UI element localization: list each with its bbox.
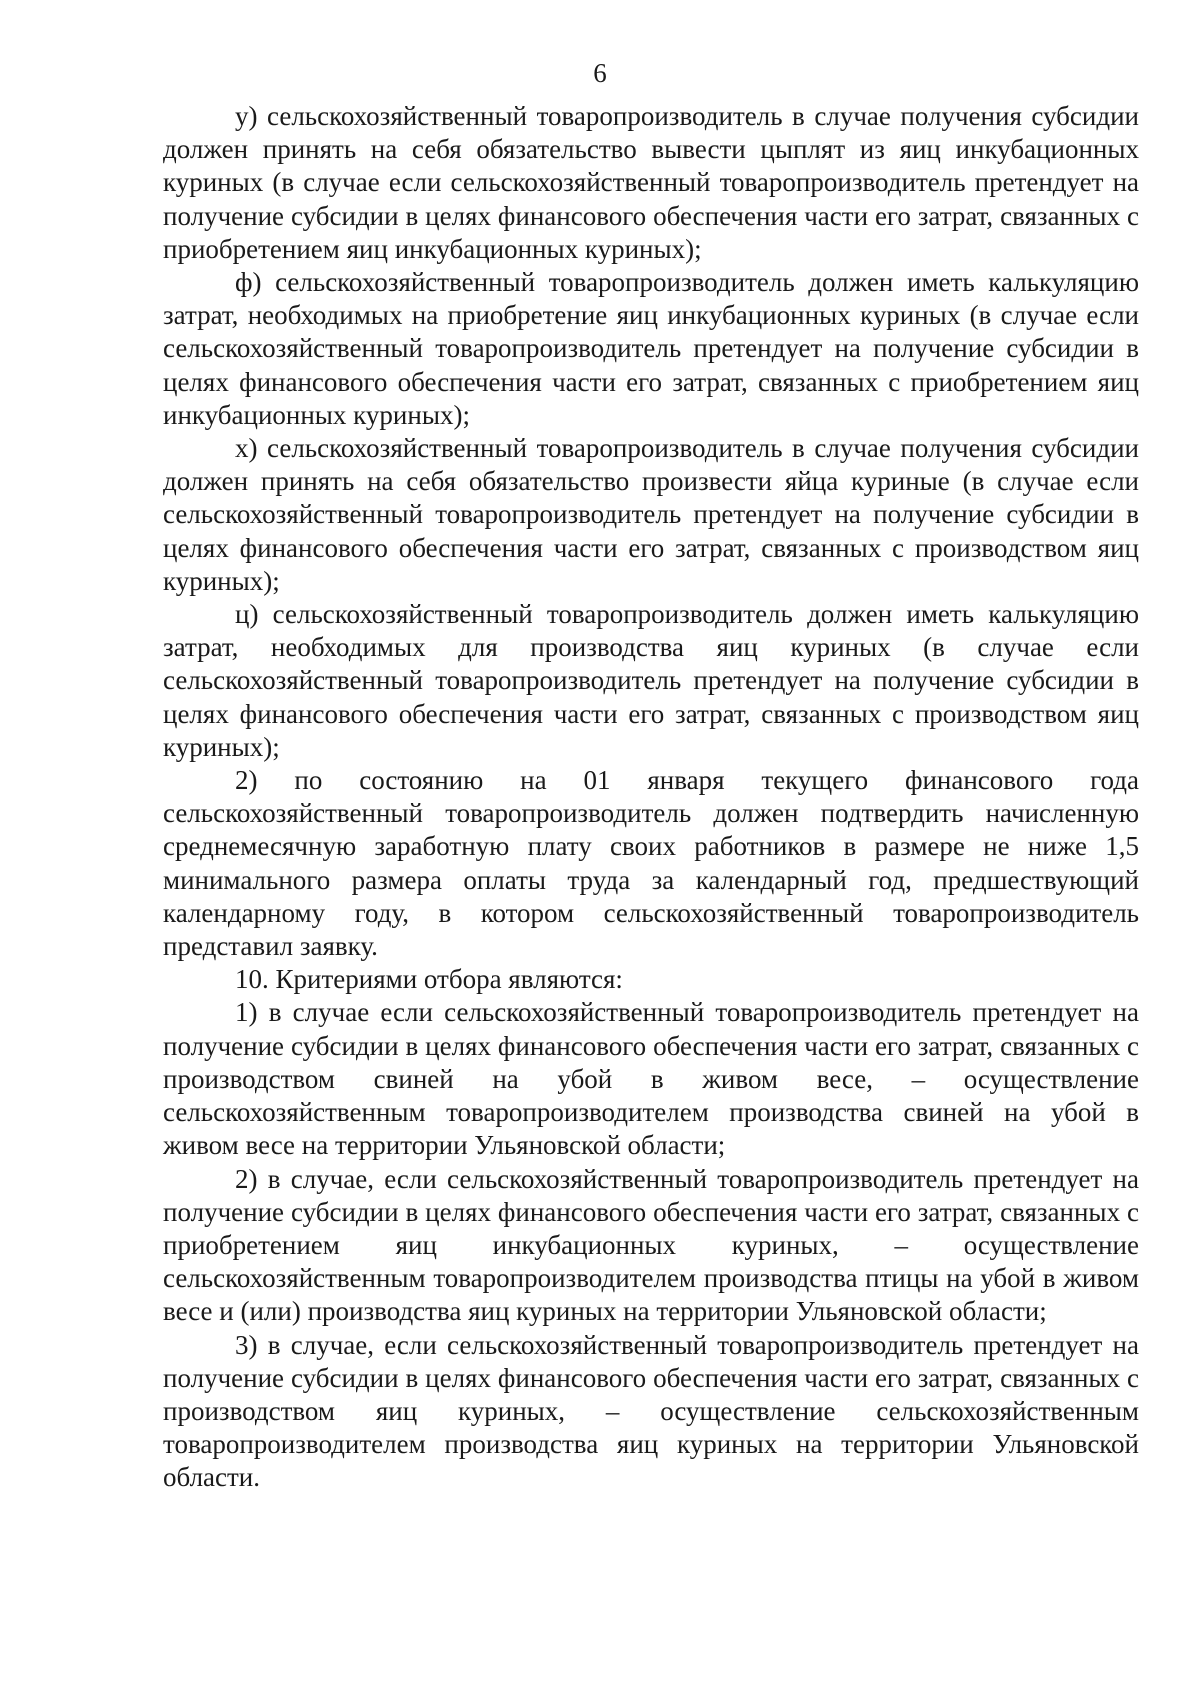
paragraph-item-f: ф) сельскохозяйственный товаропроизводитель должен иметь калькуляцию затрат, необходимых на приобретение яиц инкубационных куриных (в случае если сельскохозяйственный товаропроизводитель претендует на получение субсидии в целях финансового обеспечения части его затрат, связанных с приобретением яиц инкубационных куриных); bbox=[163, 267, 1139, 430]
paragraph-criterion-2: 2) в случае, если сельскохозяйственный товаропроизводитель претендует на получение субсидии в целях финансового обеспечения части его затрат, связанных с приобретением яиц инкубационных куриных, – осуществление сельскохозяйственным товаропроизводителем производства птицы на убой в живом весе и (или) производства яиц куриных на территории Ульяновской области; bbox=[163, 1163, 1139, 1327]
paragraph-section-10-heading: 10. Критериями отбора являются: bbox=[235, 964, 623, 995]
paragraph-item-2-salary: 2) по состоянию на 01 января текущего финансового года сельскохозяйственный товаропроизводитель должен подтвердить начисленную среднемесячную заработную плату своих работников в размере не ниже 1,5 минимального размера оплаты труда за календарный год, предшествующий календарному году, в котором сельскохозяйственный товаропроизводитель представил заявку. bbox=[163, 765, 1139, 962]
page-number: 6 bbox=[593, 58, 607, 88]
paragraph-item-kh: х) сельскохозяйственный товаропроизводитель в случае получения субсидии должен принять на себя обязательство произвести яйца куриные (в случае если сельскохозяйственный товаропроизводитель претендует на получение субсидии в целях финансового обеспечения части его затрат, связанных с производством яиц куриных); bbox=[163, 433, 1139, 596]
paragraph-criterion-1: 1) в случае если сельскохозяйственный товаропроизводитель претендует на получение субсидии в целях финансового обеспечения части его затрат, связанных с производством свиней на убой в живом весе, – осуществление сельскохозяйственным товаропроизводителем производства свиней на убой в живом весе на территории Ульяновской области; bbox=[163, 997, 1139, 1161]
paragraph-item-u: у) сельскохозяйственный товаропроизводитель в случае получения субсидии должен принять на себя обязательство вывести цыплят из яиц инкубационных куриных (в случае если сельскохозяйственный товаропроизводитель претендует на получение субсидии в целях финансового обеспечения части его затрат, связанных с приобретением яиц инкубационных куриных); bbox=[163, 101, 1139, 264]
paragraph-criterion-3: 3) в случае, если сельскохозяйственный товаропроизводитель претендует на получение субсидии в целях финансового обеспечения части его затрат, связанных с производством яиц куриных, – осуществление сельскохозяйственным товаропроизводителем производства яиц куриных на территории Ульяновской области. bbox=[163, 1329, 1139, 1493]
document-body bbox=[163, 100, 1139, 1495]
paragraph-item-ts: ц) сельскохозяйственный товаропроизводитель должен иметь калькуляцию затрат, необходимых для производства яиц куриных (в случае если сельскохозяйственный товаропроизводитель претендует на получение субсидии в целях финансового обеспечения части его затрат, связанных с производством яиц куриных); bbox=[163, 599, 1139, 762]
